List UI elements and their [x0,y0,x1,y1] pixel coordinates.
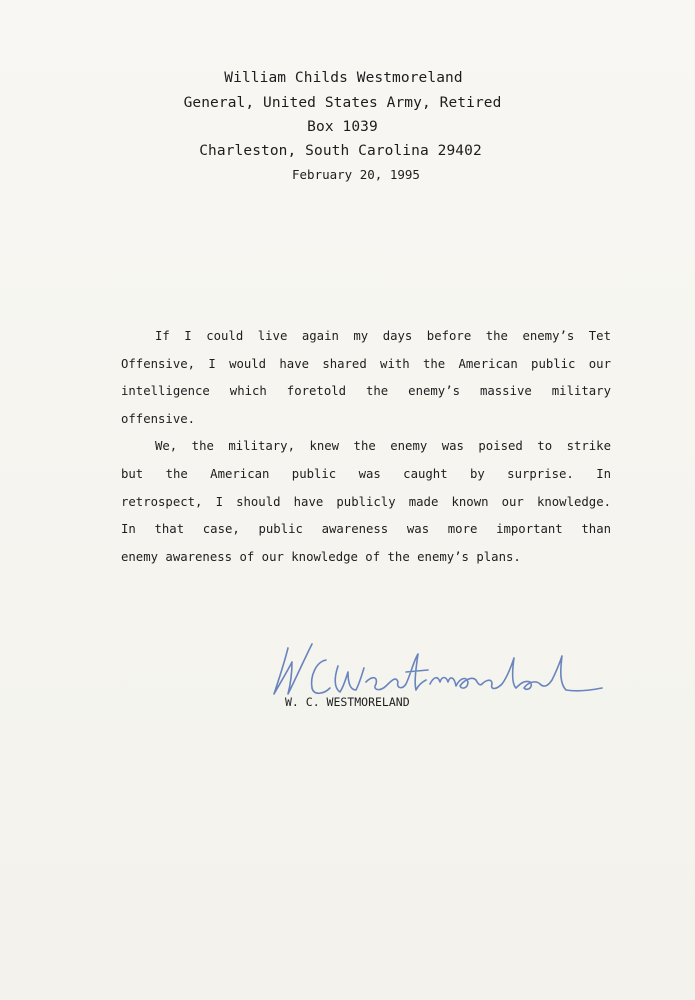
body-line: Offensive, I would have shared with the American public our [121,356,611,371]
letter-body [121,328,611,576]
letterhead-name: William Childs Westmoreland [224,70,463,86]
body-line: In that case, public awareness was more important than [121,522,611,537]
letter-date: February 20, 1995 [292,167,420,182]
body-line: We, the military, knew the enemy was poised to strike [155,439,611,454]
body-line: enemy awareness of our knowledge of the enemy’s plans. [121,549,521,564]
body-line: retrospect, I should have publicly made known our knowledge. [121,494,611,509]
body-line: If I could live again my days before the enemy’s Tet [155,329,611,343]
body-line: intelligence which foretold the enemy’s massive military [121,384,611,399]
body-line: offensive. [121,411,196,426]
paragraph-1 [121,328,611,438]
letterhead-po-box: Box 1039 [307,119,378,135]
typed-signature-name: W. C. WESTMORELAND [285,695,410,709]
body-line: but the American public was caught by surprise. In [121,466,611,481]
letterhead-rank: General, United States Army, Retired [183,95,502,111]
letterhead-address: Charleston, South Carolina 29402 [199,143,482,159]
paragraph-2 [121,438,611,576]
signature-strokes [274,644,602,694]
